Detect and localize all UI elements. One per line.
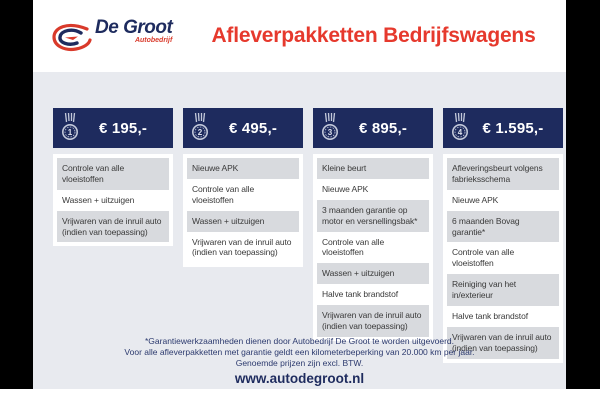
package-item: Controle van alle vloeistoffen [322, 236, 385, 258]
svg-text:3: 3 [327, 127, 333, 137]
degroot-logo-emblem-icon [51, 20, 93, 54]
letterbox-left-bar [0, 0, 33, 389]
package-column [313, 108, 433, 341]
package-price: € 895,- [358, 119, 408, 137]
medal-rank-icon [320, 113, 340, 142]
packages-row [53, 108, 563, 363]
package-item: Controle van alle vloeistoffen [57, 158, 169, 190]
package-item: 6 maanden Bovag garantie* [447, 211, 559, 243]
footnote-line: Genoemde prijzen zijn excl. BTW. [235, 358, 364, 369]
package-item: Nieuwe APK [322, 183, 369, 194]
svg-text:1: 1 [67, 127, 73, 137]
medal-rank-icon [450, 113, 470, 142]
svg-text:4: 4 [457, 127, 463, 137]
package-column [53, 108, 173, 246]
flyer-header [33, 0, 566, 72]
letterbox-right-bar [566, 0, 600, 389]
package-header [183, 108, 303, 148]
package-item: Halve tank brandstof [322, 289, 398, 300]
package-header [443, 108, 563, 148]
package-item: Afleveringsbeurt volgens fabrieksschema [447, 158, 559, 190]
package-column [443, 108, 563, 363]
package-item: Wassen + uitzuigen [187, 211, 299, 232]
package-item: Reiniging van het in/exterieur [447, 274, 559, 306]
package-card [53, 154, 173, 246]
website-url: www.autodegroot.nl [234, 371, 365, 386]
package-item: Wassen + uitzuigen [62, 194, 135, 205]
package-card [443, 154, 563, 363]
footnote-line: *Garantiewerkzaamheden dienen door Autobedrijf De Groot te worden uitgevoerd. [144, 336, 455, 346]
medal-rank-icon [60, 113, 80, 142]
package-item: Halve tank brandstof [452, 310, 528, 321]
package-price: € 1.595,- [482, 119, 544, 137]
package-header [313, 108, 433, 148]
medal-rank-icon [190, 113, 210, 142]
package-item: 3 maanden garantie op motor en versnellingsbak* [317, 200, 429, 232]
footnotes [33, 336, 566, 370]
page-title: Afleverpakketten Bedrijfswagens [211, 24, 536, 47]
promo-flyer-image [33, 0, 566, 389]
package-price: € 195,- [98, 119, 148, 137]
logo-name: De Groot [95, 17, 173, 39]
logo-subtitle: Autobedrijf [134, 37, 173, 45]
package-price: € 495,- [228, 119, 278, 137]
package-column [183, 108, 303, 267]
package-item: Controle van alle vloeistoffen [192, 183, 255, 205]
package-item: Vrijwaren van de inruil auto (indien van toepassing) [57, 211, 169, 243]
degroot-logo-text [95, 18, 172, 45]
package-item: Vrijwaren van de inruil auto (indien van toepassing) [447, 327, 559, 359]
package-header [53, 108, 173, 148]
svg-text:2: 2 [197, 127, 203, 137]
degroot-logo [51, 18, 181, 53]
package-item: Controle van alle vloeistoffen [452, 247, 515, 269]
package-card [313, 154, 433, 341]
package-item: Vrijwaren van de inruil auto (indien van toepassing) [317, 305, 429, 337]
package-item: Nieuwe APK [452, 194, 499, 205]
package-item: Nieuwe APK [187, 158, 299, 179]
package-card [183, 154, 303, 267]
package-item: Kleine beurt [317, 158, 429, 179]
footnote-line: Voor alle afleverpakketten met garantie geldt een kilometerbeperking van 20.000 km per jaar. [124, 347, 475, 358]
package-item: Wassen + uitzuigen [317, 263, 429, 284]
package-item: Vrijwaren van de inruil auto (indien van toepassing) [192, 236, 292, 258]
